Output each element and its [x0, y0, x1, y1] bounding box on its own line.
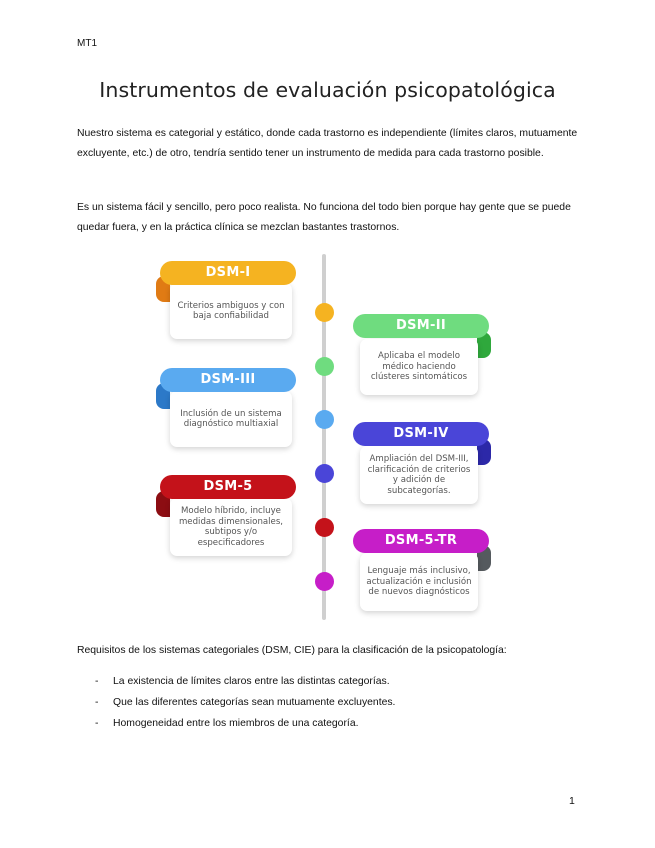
- dsm-ii-marker: [315, 357, 334, 376]
- dsm-iii-card: [170, 391, 292, 447]
- paragraph-1: Nuestro sistema es categorial y estático, donde cada trastorno es independiente (límites claros, mutuamente excluyente, etc.) de otro, tendría sentido tener un instrumento de medida para cada trastorno posible.: [77, 128, 578, 159]
- dsm-iv-card: [360, 446, 478, 504]
- bullet-text: Homogeneidad entre los miembros de una categoría.: [113, 718, 359, 729]
- dsm-i-card: [170, 283, 292, 339]
- dsm-ii-description: Aplicaba el modelo médico haciendo clústeres sintomáticos: [370, 351, 468, 383]
- list-item: [77, 692, 395, 713]
- list-item: [77, 671, 395, 692]
- dsm-iv-label: DSM-IV: [353, 422, 489, 446]
- dsm-i-description: Criterios ambiguos y con baja confiabilidad: [177, 300, 285, 321]
- dsm-5-description: Modelo híbrido, incluye medidas dimensionales, subtipos y/o especificadores: [178, 506, 284, 548]
- dsm-ii-label: DSM-II: [353, 314, 489, 338]
- page-header: MT1: [77, 38, 97, 49]
- dsm-5-tr-card: [360, 553, 478, 611]
- page-title: Instrumentos de evaluación psicopatológica: [99, 78, 556, 102]
- dsm-iii-description: Inclusión de un sistema diagnóstico multiaxial: [180, 408, 282, 429]
- bullet-text: Que las diferentes categorías sean mutuamente excluyentes.: [113, 697, 396, 708]
- bullet-dash: -: [95, 676, 99, 687]
- dsm-ii-card: [360, 339, 478, 395]
- dsm-5-marker: [315, 518, 334, 537]
- dsm-iii-marker: [315, 410, 334, 429]
- bullet-dash: -: [95, 697, 99, 708]
- requirements-list: [77, 671, 395, 734]
- dsm-i-label: DSM-I: [160, 261, 296, 285]
- paragraph-2: Es un sistema fácil y sencillo, pero poco realista. No funciona del todo bien porque hay gente que se puede quedar fuera, y en la práctica clínica se mezclan bastantes trastornos.: [77, 202, 571, 233]
- dsm-iii-label: DSM-III: [160, 368, 296, 392]
- dsm-iv-description: Ampliación del DSM-III, clarificación de criterios y adición de subcategorías.: [367, 454, 471, 496]
- dsm-5-card: [170, 498, 292, 556]
- paragraph-3: Requisitos de los sistemas categoriales (DSM, CIE) para la clasificación de la psicopatología:: [77, 645, 507, 656]
- dsm-5-tr-marker: [315, 572, 334, 591]
- dsm-5-tr-description: Lenguaje más inclusivo, actualización e inclusión de nuevos diagnósticos: [366, 566, 472, 598]
- list-item: [77, 713, 395, 734]
- dsm-i-marker: [315, 303, 334, 322]
- bullet-dash: -: [95, 718, 99, 729]
- dsm-iv-marker: [315, 464, 334, 483]
- page-number: 1: [569, 795, 575, 807]
- bullet-text: La existencia de límites claros entre las distintas categorías.: [113, 676, 390, 687]
- dsm-5-tr-label: DSM-5-TR: [353, 529, 489, 553]
- dsm-5-label: DSM-5: [160, 475, 296, 499]
